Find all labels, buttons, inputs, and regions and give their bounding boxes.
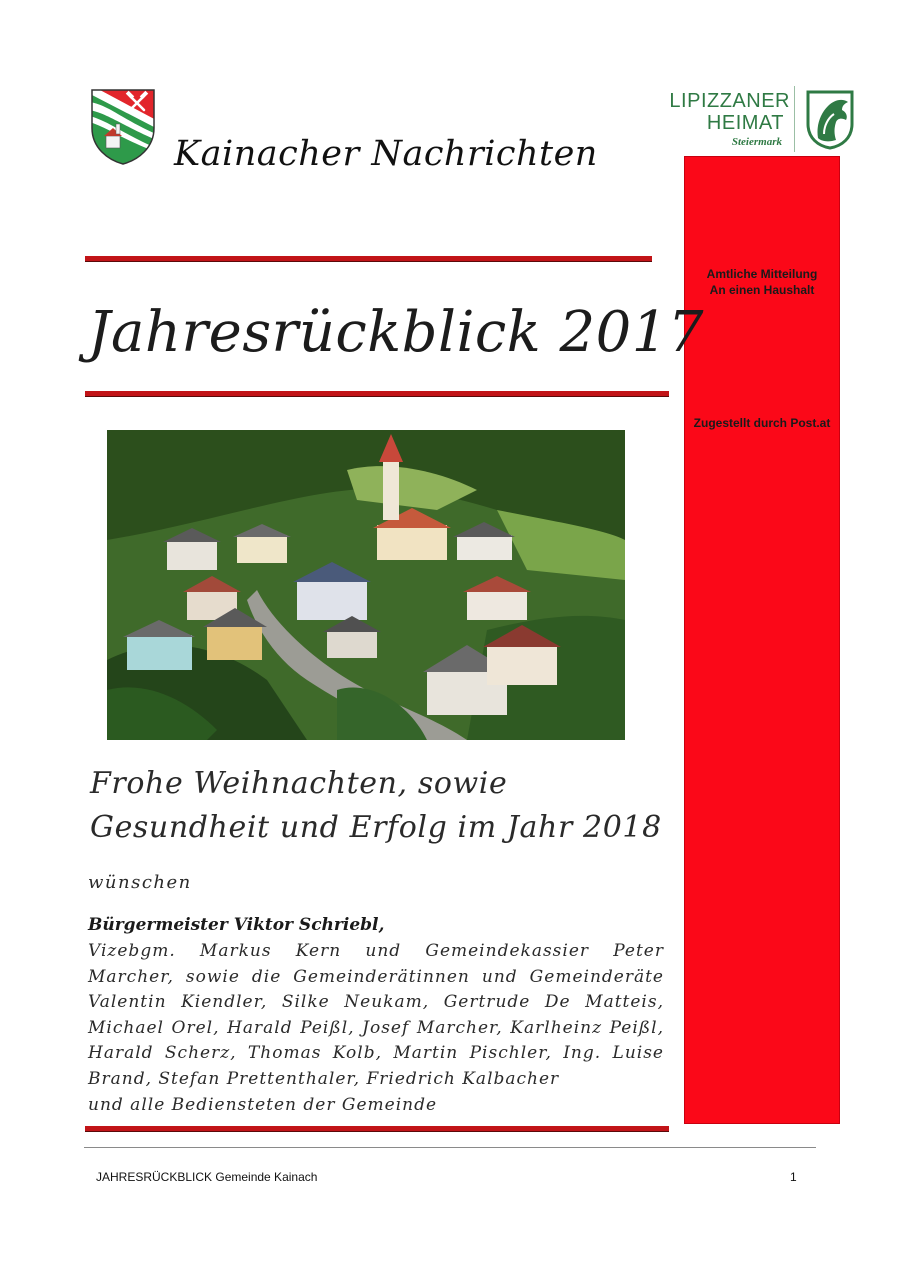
mayor-name: Bürgermeister Viktor Schriebl,	[88, 915, 385, 935]
greeting-line-2: Gesundheit und Erfolg im Jahr 2018	[90, 810, 662, 845]
document-title: Jahresrückblick 2017	[88, 300, 704, 365]
horse-head-icon	[802, 88, 858, 150]
page-number: 1	[790, 1170, 797, 1184]
footer-divider	[84, 1147, 816, 1148]
coat-of-arms-icon	[90, 88, 156, 166]
official-notice-text: Amtliche Mitteilung	[706, 267, 818, 281]
logo-text-line2: HEIMAT	[706, 112, 784, 134]
greeting-line-1: Frohe Weihnachten, sowie	[90, 766, 508, 801]
title-rule-bottom	[85, 391, 669, 397]
bottom-rule	[85, 1126, 669, 1132]
title-rule-top	[85, 256, 652, 262]
village-photo	[107, 430, 625, 740]
logo-text-line1: LIPIZZANER	[669, 90, 790, 112]
wish-text: wünschen	[88, 872, 192, 893]
lipizzaner-heimat-logo	[664, 84, 860, 156]
red-sidebar	[684, 156, 840, 1124]
delivery-notice-text: Zugestellt durch Post.at	[693, 416, 831, 430]
logo-divider	[794, 86, 795, 152]
council-members-block	[88, 939, 664, 1118]
household-notice-text: An einen Haushalt	[709, 283, 815, 297]
masthead-title: Kainacher Nachrichten	[174, 134, 598, 174]
logo-text-line3: Steiermark	[731, 136, 782, 148]
closing-text: und alle Bediensteten der Gemeinde	[88, 1094, 438, 1115]
footer-text: JAHRESRÜCKBLICK Gemeinde Kainach	[96, 1170, 318, 1184]
council-members-text: Vizebgm. Markus Kern und Gemeindekassier Peter Marcher, sowie die Gemeinderätinnen und Gemeinderäte Valentin Kiendler, Silke Neukam, Gertrude De Matteis, Michael Orel, Harald Peißl, Josef Marcher, Karlheinz Peißl, Harald Scherz, Thomas Kolb, Martin Pischler, Ing. Luise Brand, Stefan Prettenthaler, Friedrich Kalbacher	[88, 941, 664, 1089]
